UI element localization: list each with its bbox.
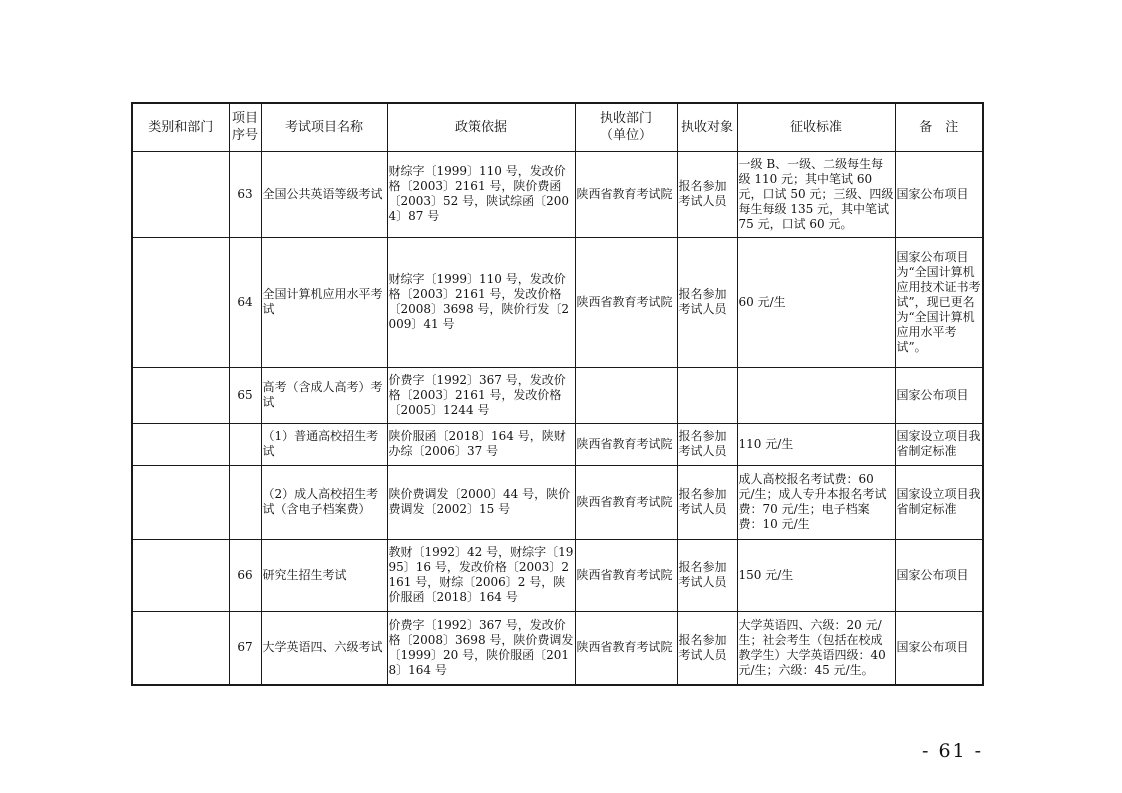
cell-seq	[229, 423, 261, 465]
fee-standards-table	[131, 102, 984, 686]
cell-dept: 陕西省教育考试院	[575, 237, 677, 367]
cell-dept: 陕西省教育考试院	[575, 151, 677, 237]
cell-seq: 65	[229, 367, 261, 423]
cell-basis: 陕价服函〔2018〕164 号，陕财办综〔2006〕37 号	[387, 423, 575, 465]
cell-remark: 国家公布项目为“全国计算机应用技术证书考试”，现已更名为“全国计算机应用水平考试”。	[895, 237, 983, 367]
cell-standard: 110 元/生	[737, 423, 895, 465]
cell-target: 报名参加考试人员	[677, 465, 737, 539]
cell-standard	[737, 367, 895, 423]
cell-remark: 国家公布项目	[895, 539, 983, 611]
cell-name: （1）普通高校招生考试	[261, 423, 387, 465]
cell-seq: 66	[229, 539, 261, 611]
cell-seq: 67	[229, 611, 261, 685]
cell-category	[132, 611, 229, 685]
cell-standard: 一级 B、一级、二级每生每级 110 元；其中笔试 60 元，口试 50 元；三级、四级每生每级 135 元，其中笔试 75 元，口试 60 元。	[737, 151, 895, 237]
cell-remark: 国家公布项目	[895, 611, 983, 685]
cell-name: 全国计算机应用水平考试	[261, 237, 387, 367]
cell-seq: 64	[229, 237, 261, 367]
cell-dept: 陕西省教育考试院	[575, 539, 677, 611]
cell-target: 报名参加考试人员	[677, 151, 737, 237]
cell-category	[132, 423, 229, 465]
cell-remark: 国家设立项目我省制定标准	[895, 423, 983, 465]
header-dept: 执收部门 （单位）	[575, 103, 677, 151]
cell-dept: 陕西省教育考试院	[575, 611, 677, 685]
table-row	[132, 539, 983, 611]
cell-basis: 价费字〔1992〕367 号，发改价格〔2003〕2161 号，发改价格〔2005〕1244 号	[387, 367, 575, 423]
cell-standard: 大学英语四、六级：20 元/生；社会考生（包括在校成教学生）大学英语四级：40 元/生；六级：45 元/生。	[737, 611, 895, 685]
table-row	[132, 465, 983, 539]
table-row	[132, 611, 983, 685]
cell-name: 高考（含成人高考）考试	[261, 367, 387, 423]
cell-remark: 国家公布项目	[895, 151, 983, 237]
cell-category	[132, 465, 229, 539]
cell-dept: 陕西省教育考试院	[575, 423, 677, 465]
header-remark: 备 注	[895, 103, 983, 151]
table-row	[132, 237, 983, 367]
cell-category	[132, 237, 229, 367]
cell-category	[132, 151, 229, 237]
cell-basis: 价费字〔1992〕367 号，发改价格〔2008〕3698 号，陕价费调发〔1999〕20 号，陕价服函〔2018〕164 号	[387, 611, 575, 685]
table-row	[132, 151, 983, 237]
cell-seq	[229, 465, 261, 539]
header-target: 执收对象	[677, 103, 737, 151]
header-name: 考试项目名称	[261, 103, 387, 151]
cell-dept	[575, 367, 677, 423]
cell-remark: 国家设立项目我省制定标准	[895, 465, 983, 539]
cell-basis: 陕价费调发〔2000〕44 号，陕价费调发〔2002〕15 号	[387, 465, 575, 539]
cell-standard: 150 元/生	[737, 539, 895, 611]
cell-standard: 60 元/生	[737, 237, 895, 367]
header-standard: 征收标准	[737, 103, 895, 151]
cell-name: 研究生招生考试	[261, 539, 387, 611]
cell-target: 报名参加考试人员	[677, 611, 737, 685]
cell-name: （2）成人高校招生考试（含电子档案费）	[261, 465, 387, 539]
cell-target	[677, 367, 737, 423]
cell-basis: 教财〔1992〕42 号，财综字〔1995〕16 号，发改价格〔2003〕2161 号，财综〔2006〕2 号，陕价服函〔2018〕164 号	[387, 539, 575, 611]
cell-target: 报名参加考试人员	[677, 423, 737, 465]
cell-target: 报名参加考试人员	[677, 539, 737, 611]
cell-basis: 财综字〔1999〕110 号，发改价格〔2003〕2161 号，陕价费函〔2003〕52 号，陕试综函〔2004〕87 号	[387, 151, 575, 237]
table-row	[132, 367, 983, 423]
cell-basis: 财综字〔1999〕110 号，发改价格〔2003〕2161 号，发改价格〔2008〕3698 号，陕价行发〔2009〕41 号	[387, 237, 575, 367]
cell-dept: 陕西省教育考试院	[575, 465, 677, 539]
header-seq: 项目 序号	[229, 103, 261, 151]
cell-name: 大学英语四、六级考试	[261, 611, 387, 685]
header-row	[132, 103, 983, 151]
cell-name: 全国公共英语等级考试	[261, 151, 387, 237]
cell-category	[132, 367, 229, 423]
header-category: 类别和部门	[132, 103, 229, 151]
table-row	[132, 423, 983, 465]
cell-standard: 成人高校报名考试费：60 元/生；成人专升本报名考试费：70 元/生；电子档案费：10 元/生	[737, 465, 895, 539]
cell-remark: 国家公布项目	[895, 367, 983, 423]
header-basis: 政策依据	[387, 103, 575, 151]
cell-category	[132, 539, 229, 611]
cell-seq: 63	[229, 151, 261, 237]
page-number: - 61 -	[922, 740, 984, 762]
cell-target: 报名参加考试人员	[677, 237, 737, 367]
